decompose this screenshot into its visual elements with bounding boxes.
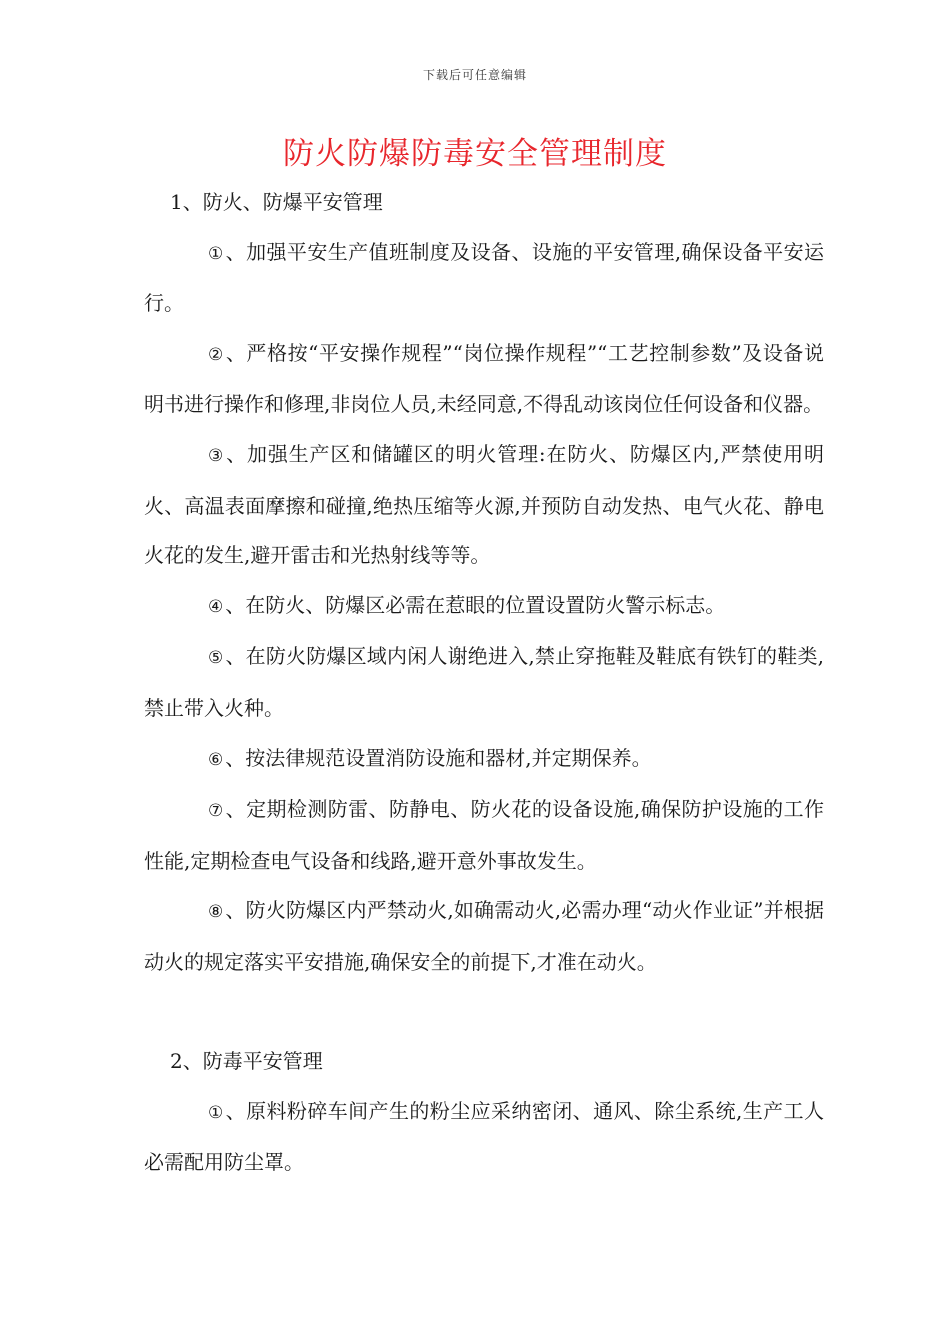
item-number: ④ [208, 596, 224, 617]
item-text: 、防火防爆区内严禁动火,如确需动火,必需办理“动火作业证”并根据动火的规定落实平安措施,确保安全的前提下,才准在动火。 [144, 898, 824, 974]
list-item [144, 329, 824, 430]
list-item [144, 886, 824, 987]
item-text: 、在防火防爆区域内闲人谢绝进入,禁止穿拖鞋及鞋底有铁钉的鞋类,禁止带入火种。 [144, 644, 824, 720]
section-heading-fire-explosion: 1、防火、防爆平安管理 [170, 190, 383, 214]
item-text: 、加强生产区和储罐区的明火管理:在防火、防爆区内,严禁使用明火、高温表面摩擦和碰撞,绝热压缩等火源,并预防自动发热、电气火花、静电火花的发生,避开雷击和光热射线等等。 [144, 441, 824, 568]
list-item [144, 785, 824, 886]
item-text: 、加强平安生产值班制度及设备、设施的平安管理,确保设备平安运行。 [144, 239, 824, 316]
document-title: 防火防爆防毒安全管理制度 [283, 136, 667, 172]
list-item [144, 632, 824, 733]
item-number: ⑦ [208, 801, 224, 822]
item-text: 、严格按“平安操作规程”“岗位操作规程”“工艺控制参数”及设备说明书进行操作和修理,非岗位人员,未经同意,不得乱动该岗位任何设备和仪器。 [144, 340, 824, 417]
section-spacer [144, 988, 824, 1038]
list-item [144, 581, 824, 633]
item-text: 、在防火、防爆区必需在惹眼的位置设置防火警示标志。 [225, 592, 726, 617]
item-number: ① [208, 1102, 224, 1123]
item-text: 、原料粉碎车间产生的粉尘应采纳密闭、通风、除尘系统,生产工人必需配用防尘罩。 [144, 1098, 824, 1175]
section-heading-poison: 2、防毒平安管理 [170, 1049, 323, 1074]
item-number: ⑥ [208, 749, 224, 770]
item-number: ③ [208, 445, 224, 466]
item-number: ② [208, 344, 224, 365]
item-text: 、定期检测防雷、防静电、防火花的设备设施,确保防护设施的工作性能,定期检查电气设备和线路,避开意外事故发生。 [144, 797, 824, 873]
list-item [144, 1087, 824, 1188]
list-item [144, 734, 824, 786]
item-number: ⑧ [208, 902, 224, 923]
header-note: 下载后可任意编辑 [422, 68, 527, 82]
item-number: ⑤ [208, 648, 224, 669]
list-item [144, 228, 824, 329]
item-text: 、按法律规范设置消防设施和器材,并定期保养。 [225, 745, 652, 770]
document-body [144, 178, 824, 1188]
item-number: ① [208, 243, 224, 264]
list-item [144, 430, 824, 581]
